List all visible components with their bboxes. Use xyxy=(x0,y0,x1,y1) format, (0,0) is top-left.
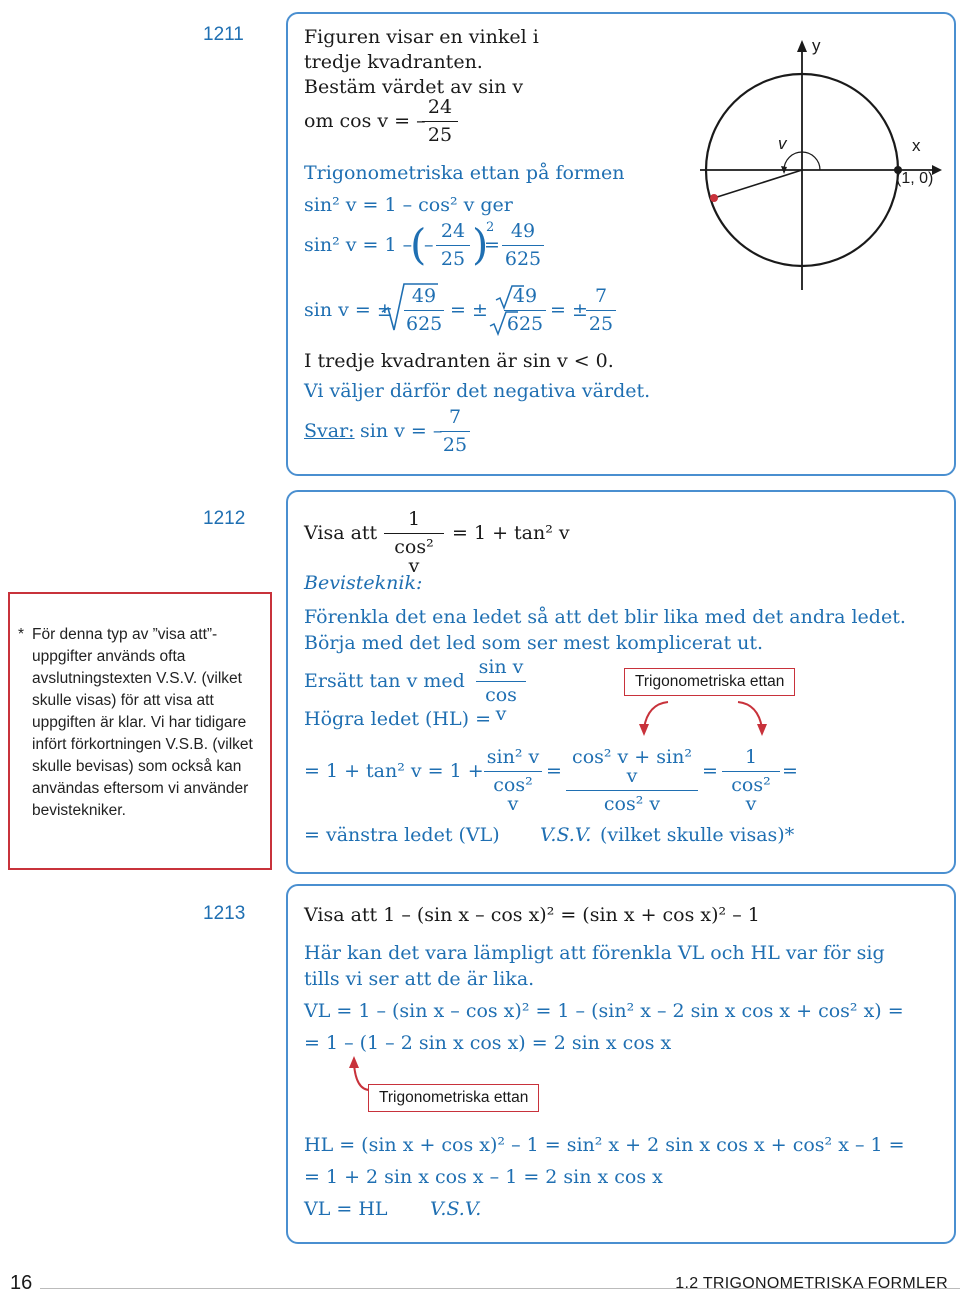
solution-line: sin² v = 1 – cos² v ger xyxy=(304,194,513,216)
fraction-24-25: $\frac{24}{25}$ xyxy=(422,98,458,145)
question-line: om cos v = – xyxy=(304,110,426,132)
statement-rhs: = 1 + tan² v xyxy=(452,522,570,544)
answer-expression: sin v = – xyxy=(360,420,443,442)
angle-label: v xyxy=(778,134,787,153)
minus-sign: – xyxy=(424,234,434,256)
instruction-line: Ersätt tan v med xyxy=(304,670,465,692)
question-line: Figuren visar en vinkel i xyxy=(304,26,539,48)
exponent: 2 xyxy=(486,220,495,235)
page-number: 16 xyxy=(10,1272,33,1294)
footnote-text: För denna typ av ”visa att”-uppgifter används ofta avslutningstexten V.S.V. (vilket skulle visas) för att visa att uppgiften är klar. Vi har tidigare infört förkortningen V.S.B. (vilket skulle bevisas) som också kan användas eftersom vi använder bevistekniker. xyxy=(32,626,253,819)
equals-sign: = xyxy=(484,234,500,256)
trig-identity-tag: Trigonometriska ettan xyxy=(368,1084,539,1112)
hint-line: tills vi ser att de är lika. xyxy=(304,968,535,990)
fraction-7-25: $\frac{7}{25}$ xyxy=(586,287,616,334)
instruction-line: Börja med det led som ser mest komplicerat ut. xyxy=(304,632,764,654)
bevisteknik-label: Bevisteknik: xyxy=(304,572,423,594)
trig-identity-tag: Trigonometriska ettan xyxy=(624,668,795,696)
instruction-line: Förenkla det ena ledet så att det blir lika med det andra ledet. xyxy=(304,606,906,628)
equals-sign: = xyxy=(782,760,798,782)
solution-line: Vi väljer därför det negativa värdet. xyxy=(304,380,651,402)
fraction-sqrt49-sqrt625: $\frac{49}{625}$ xyxy=(504,287,546,334)
fraction-sum-cos2v: $\frac{\text{cos² v + sin² v}}{\text{cos² v}}$ xyxy=(566,748,698,814)
solution-line: I tredje kvadranten är sin v < 0. xyxy=(304,350,614,372)
section-title: 1.2 TRIGONOMETRISKA FORMLER xyxy=(675,1275,948,1292)
problem-number-1211: 1211 xyxy=(203,24,244,45)
vl-line: = 1 – (1 – 2 sin x cos x) = 2 sin x cos x xyxy=(304,1032,672,1054)
problem-1212-box xyxy=(286,490,956,874)
conclusion-line: = vänstra ledet (VL) xyxy=(304,824,500,846)
answer-label: Svar: xyxy=(304,420,355,442)
hl-line: HL = (sin x + cos x)² – 1 = sin² x + 2 sin x cos x + cos² x – 1 = xyxy=(304,1134,905,1156)
instruction-line: Högra ledet (HL) = xyxy=(304,708,491,730)
footnote-box xyxy=(8,592,272,870)
problem-number-1212: 1212 xyxy=(203,508,246,529)
vsv-label: V.S.V. xyxy=(540,824,592,846)
fraction-24-25: $\frac{24}{25}$ xyxy=(436,222,470,269)
fraction-7-25: $\frac{7}{25}$ xyxy=(440,408,470,455)
paren-left: ( xyxy=(410,220,427,269)
problem-1213-box xyxy=(286,884,956,1244)
statement-visa: Visa att 1 – (sin x – cos x)² = (sin x + cos x)² – 1 xyxy=(304,904,760,926)
question-line: Bestäm värdet av sin v xyxy=(304,76,524,98)
vl-line: VL = 1 – (sin x – cos x)² = 1 – (sin² x – 2 sin x cos x + cos² x) = xyxy=(304,1000,904,1022)
solution-text: = ± xyxy=(450,299,488,321)
conclusion-line: VL = HL xyxy=(304,1198,388,1220)
equals-sign: = xyxy=(702,760,718,782)
y-axis-label: y xyxy=(812,36,821,55)
solution-line: sin v = ± xyxy=(304,299,393,321)
point-label: (1, 0) xyxy=(896,170,934,187)
hl-line: = 1 + 2 sin x cos x – 1 = 2 sin x cos x xyxy=(304,1166,663,1188)
calc-line: = 1 + tan² v = 1 + xyxy=(304,760,484,782)
paren-right: ) xyxy=(472,220,489,269)
x-axis-label: x xyxy=(912,136,921,155)
curved-arrow-icon xyxy=(638,698,768,738)
fraction-49-625: $\frac{49}{625}$ xyxy=(502,222,544,269)
question-line: tredje kvadranten. xyxy=(304,51,483,73)
statement-visa: Visa att xyxy=(304,522,378,544)
vsv-label: V.S.V. xyxy=(430,1198,482,1220)
vsv-explanation: (vilket skulle visas)* xyxy=(600,824,795,846)
footnote-star: * xyxy=(18,626,25,643)
equals-sign: = xyxy=(546,760,562,782)
problem-1211-box xyxy=(286,12,956,476)
problem-number-1213: 1213 xyxy=(203,903,246,924)
fraction-sinv-cosv: $\frac{\text{sin v}}{\text{cos v}}$ xyxy=(476,658,526,724)
fraction-1-cos2v: $\frac{1}{\text{cos² v}}$ xyxy=(384,510,444,576)
solution-line: sin² v = 1 – xyxy=(304,234,413,256)
solution-line: Trigonometriska ettan på formen xyxy=(304,162,625,184)
fraction-1-cos2v: $\frac{1}{\text{cos² v}}$ xyxy=(722,748,780,814)
fraction-sin2v-cos2v: $\frac{\text{sin² v}}{\text{cos² v}}$ xyxy=(484,748,542,814)
fraction-49-625: $\frac{49}{625}$ xyxy=(406,285,443,335)
unit-circle-diagram xyxy=(692,28,952,298)
hint-line: Här kan det vara lämpligt att förenkla VL och HL var för sig xyxy=(304,942,885,964)
solution-text: = ± xyxy=(550,299,588,321)
